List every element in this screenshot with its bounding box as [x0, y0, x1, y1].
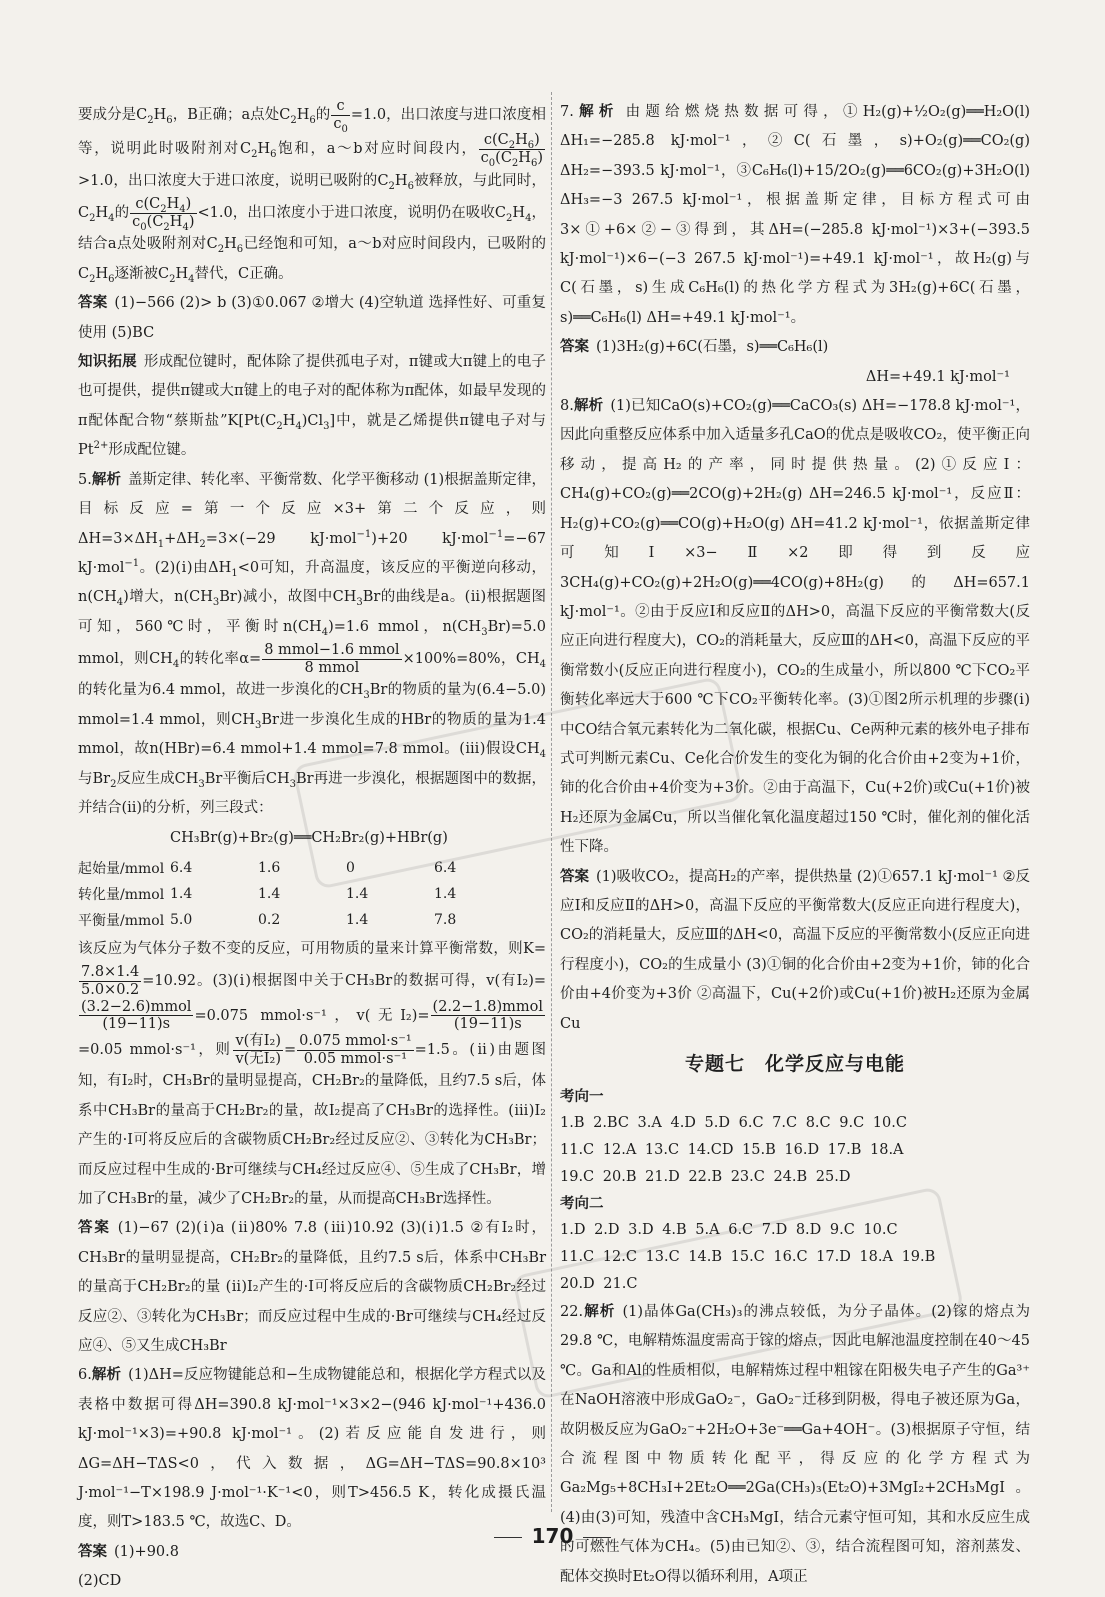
chapter-title: 专题七 化学反应与电能 — [684, 1053, 905, 1075]
left-column — [78, 98, 546, 1597]
fraction: $\frac{c(C_2H_6)}{c_0(C_2H_6)}$ — [480, 132, 543, 169]
q7-answer-2: ΔH=+49.1 kJ·mol⁻¹ — [865, 368, 1010, 385]
three-stage-table — [78, 855, 522, 933]
three-stage-reaction: CH₃Br(g)+Br₂(g)══CH₂Br₂(g)+HBr(g) — [170, 829, 448, 846]
q6-answer: 答案 (1)+90.8 — [78, 1543, 179, 1560]
table-row: 转化量/mmol 1.4 1.4 1.4 1.4 — [78, 885, 457, 903]
right-column — [560, 98, 1030, 1592]
q7-explanation: 7.解析 由题给燃烧热数据可得，①H₂(g)+½O₂(g)══H₂O(l) ΔH₁=−285.8 kJ·mol⁻¹，②C(石墨，s)+O₂(g)══CO₂(g) ΔH₂=−393.5 kJ·mol⁻¹，③C₆H₆(l)+15/2O₂(g)══6CO₂(g)+3H₂O(l) ΔH₃=−3 267.5 kJ·mol⁻¹，根据盖斯定律，目标方程式可由3×①+6×②−③得到，其ΔH=(−285.8 kJ·mol⁻¹)×3+(−393.5 kJ·mol⁻¹)×6−(−3 267.5 kJ·mol⁻¹)=+49.1 kJ·mol⁻¹，故H₂(g)与C(石墨，s)生成C₆H₆(l)的热化学方程式为3H₂(g)+6C(石墨，s)══C₆H₆(l) ΔH=+49.1 kJ·mol⁻¹。 — [560, 104, 1031, 326]
answer-row: 20.D 21.C — [560, 1276, 638, 1292]
fraction: $\frac{\text{v(有I₂)}}{\text{v(无I₂)}}$ — [235, 1033, 281, 1067]
answer-row: 1.B 2.BC 3.A 4.D 5.D 6.C 7.C 8.C 9.C 10.C — [560, 1115, 907, 1131]
section-heading: 考向二 — [560, 1196, 604, 1212]
q6-explanation: 6.解析 (1)ΔH=反应物键能总和−生成物键能总和，根据化学方程式以及表格中数据可得ΔH=390.8 kJ·mol⁻¹×3×2−(946 kJ·mol⁻¹+436.0 kJ·mol⁻¹×3)=+90.8 kJ·mol⁻¹。(2)若反应能自发进行，则ΔG=ΔH−TΔS<0，代入数据，ΔG=ΔH−TΔS=90.8×10³ J·mol⁻¹−T×198.9 J·mol⁻¹·K⁻¹<0，则T>456.5 K，转化成摄氏温度，则T>183.5 ℃，故选C、D。 — [78, 1367, 547, 1531]
answer-row: 11.C 12.A 13.C 14.CD 15.B 16.D 17.B 18.A — [560, 1142, 904, 1158]
table-row: 起始量/mmol 6.4 1.6 0 6.4 — [78, 859, 457, 877]
answer-row: 19.C 20.B 21.D 22.B 23.C 24.B 25.D — [560, 1169, 851, 1185]
fraction: $\frac{\text{8 mmol−1.6 mmol}}{\text{8 mmol}}$ — [264, 642, 400, 676]
fraction: $\frac{\text{(2.2−1.8)mmol}}{(19-11)s}$ — [432, 998, 543, 1033]
q8-answer: 答案 (1)吸收CO₂，提高H₂的产率，提供热量 (2)①657.1 kJ·mol⁻¹ ②反应Ⅰ和反应Ⅱ的ΔH>0，高温下反应的平衡常数大(反应正向进行程度大)，CO₂的消耗量大，反应Ⅲ的ΔH<0，高温下反应的平衡常数小(反应正向进行程度小)，CO₂的生成量小 (3)①铜的化合价由+2变为+1价，铈的化合价由+4价变为+3价 ②高温下，Cu(+2价)或Cu(+1价)被H₂还原为金属Cu — [560, 868, 1031, 1032]
q6-answer-2: (2)CD — [78, 1573, 122, 1590]
fraction: $\frac{\text{0.075 mmol·s⁻¹}}{\text{0.05 mmol·s⁻¹}}$ — [299, 1033, 412, 1067]
fraction: $\frac{7.8\times 1.4}{5.0\times 0.2}$ — [81, 964, 140, 998]
fraction: $\frac{c(C_2H_4)}{c_0(C_2H_4)}$ — [132, 196, 195, 233]
answer-row: 1.D 2.D 3.D 4.B 5.A 6.C 7.D 8.D 9.C 10.C — [560, 1222, 898, 1238]
q8-explanation: 8.解析 (1)已知CaO(s)+CO₂(g)══CaCO₃(s) ΔH=−178.8 kJ·mol⁻¹，因此向重整反应体系中加入适量多孔CaO的优点是吸收CO₂，使平衡正向移动，提高H₂的产率，同时提供热量。(2)①反应Ⅰ：CH₄(g)+CO₂(g)══2CO(g)+2H₂(g) ΔH=246.5 kJ·mol⁻¹，反应Ⅱ：H₂(g)+CO₂(g)══CO(g)+H₂O(g) ΔH=41.2 kJ·mol⁻¹，依据盖斯定律可知Ⅰ×3−Ⅱ×2即得到反应3CH₄(g)+CO₂(g)+2H₂O(g)══4CO(g)+8H₂(g)的ΔH=657.1 kJ·mol⁻¹。②由于反应Ⅰ和反应Ⅱ的ΔH>0，高温下反应的平衡常数大(反应正向进行程度大)，CO₂的消耗量大，反应Ⅲ的ΔH<0，高温下反应的平衡常数小(反应正向进行程度小)，CO₂的生成量小，所以800 ℃下CO₂平衡转化率远大于600 ℃下CO₂平衡转化率。(3)①图2所示机理的步骤(ⅰ)中CO结合氧元素转化为二氧化碳，根据Cu、Ce两种元素的核外电子排布式可判断元素Cu、Ce化合价发生的变化为铜的化合价由+2变为+1价，铈的化合价由+4价变为+3价。②由于高温下，Cu(+2价)或Cu(+1价)被H₂还原为金属Cu，所以当催化氧化温度超过150 ℃时，催化剂的催化活性下降。 — [560, 398, 1030, 856]
page-number: 170 — [0, 1524, 1105, 1548]
q5-explanation: 5.解析 盖斯定律、转化率、平衡常数、化学平衡移动 (1)根据盖斯定律，目标反应=第一个反应×3+第二个反应，则$\Delta H=3\times\Delta H_1+\Delta H_2=3\times(-29$ kJ·mol$^{-1}$)+20 kJ·mol$^{-1}$=−67 kJ·mol$^{-1}$。(2)(ⅰ)由$\Delta H_1<0$可知，升高温度，该反应的平衡逆向移动，$n(CH_4)$增大，$n(CH_3Br)$减小，故图中$CH_3Br$的曲线是a。(ⅱ)根据题图可知，560℃时，平衡时$n(CH_4)=1.6$ mmol，$n(CH_3Br)=5.0$ mmol，则$CH_4$的转化率α= $\frac{\text{8 mmol−1.6 mmol}}{\text{8 mmol}}$ ×100%=80%，$CH_4$的转化量为6.4 mmol，故进一步溴化的$CH_3Br$的物质的量为(6.4−5.0) mmol=1.4 mmol，则$CH_3Br$进一步溴化生成的HBr的物质的量为1.4 mmol，故n(HBr)=6.4 mmol+1.4 mmol=7.8 mmol。(ⅲ)假设$CH_4$与$Br_2$反应生成$CH_3Br$平衡后$CH_3Br$再进一步溴化，根据题图中的数据，并结合(ⅱ)的分析，列三段式： — [78, 471, 547, 817]
q4-explanation-continued: 要成分是$C_2H_6$，B正确；a点处$C_2H_6$的 $\frac{c}{c_0}$ =1.0，出口浓度与进口浓度相等，说明此时吸附剂对$C_2H_6$饱和，a～b对应时间段内， $\frac{c(C_2H_6)}{c_0(C_2H_6)}$ >1.0，出口浓度大于进口浓度，说明已吸附的$C_2H_6$被释放，与此同时，$C_2H_4$的 $\frac{c(C_2H_4)}{c_0(C_2H_4)}$ <1.0，出口浓度小于进口浓度，说明仍在吸收$C_2H_4$，结合a点处吸附剂对$C_2H_6$已经饱和可知，a～b对应时间段内，已吸附的$C_2H_6$逐渐被$C_2H_4$替代，C正确。 — [78, 98, 547, 285]
q7-answer: 答案 (1)3H₂(g)+6C(石墨，s)══C₆H₆(l) — [560, 339, 829, 356]
section-heading: 考向一 — [560, 1089, 604, 1105]
q5-answer: 答案 (1)−67 (2)(ⅰ)a (ⅱ)80% 7.8 (ⅲ)10.92 (3)(ⅰ)1.5 ②有I₂时，CH₃Br的量明显提高，CH₂Br₂的量降低，且约7.5 s后，体系中CH₃Br的量高于CH₂Br₂的量 (ⅱ)I₂产生的·I可将反应后的含碳物质CH₂Br₂经过反应②、③转化为CH₃Br；而反应过程中生成的·Br可继续与CH₄经过反应④、⑤又生成CH₃Br — [78, 1220, 547, 1354]
answer-row: 11.C 12.C 13.C 14.B 15.C 16.C 17.D 18.A 19.B — [560, 1249, 936, 1265]
table-row: 平衡量/mmol 5.0 0.2 1.4 7.8 — [78, 911, 457, 929]
fraction: $\frac{\text{(3.2−2.6)mmol}}{(19-11)s}$ — [81, 998, 192, 1033]
q4-answer: 答案 (1)−566 (2)> b (3)①0.067 ②增大 (4)空轨道 选择性好、可重复使用 (5)BC — [78, 295, 547, 341]
knowledge-extension: 知识拓展 形成配位键时，配体除了提供孤电子对，π键或大π键上的电子也可提供，提供π键或大π键上的电子对的配体称为π配体，如最早发现的π配体配合物“蔡斯盐$”K[Pt(C_2H_4)Cl_3]$中，就是乙烯提供π键电子对与$Pt^{2+}$形成配位键。 — [78, 354, 547, 459]
q22-explanation: 22.解析 (1)晶体Ga(CH₃)₃的沸点较低，为分子晶体。(2)镓的熔点为29.8 ℃，电解精炼温度需高于镓的熔点，因此电解池温度控制在40～45 ℃。Ga和Al的性质相似，电解精炼过程中粗镓在阳极失电子产生的Ga³⁺在NaOH溶液中形成GaO₂⁻，GaO₂⁻迁移到阴极，得电子被还原为Ga，故阴极反应为GaO₂⁻+2H₂O+3e⁻══Ga+4OH⁻。(3)根据原子守恒，结合流程图中物质转化配平，得反应的化学方程式为Ga₂Mg₅+8CH₃I+2Et₂O══2Ga(CH₃)₃(Et₂O)+3MgI₂+2CH₃MgI。(4)由(3)可知，残渣中含CH₃MgI，结合元素守恒可知，其和水反应生成的可燃性气体为CH₄。(5)由已知②、③，结合流程图可知，溶剂蒸发、配体交换时Et₂O得以循环利用，A项正 — [560, 1304, 1031, 1585]
fraction: $\frac{c}{c_0}$ — [333, 98, 348, 135]
q5-explanation-continued: 该反应为气体分子数不变的反应，可用物质的量来计算平衡常数，则K= $\frac{7.8\times 1.4}{5.0\times 0.2}$ =10.92。(3)(ⅰ)根据图中关于CH₃Br的数据可得，v(有I₂)= $\frac{\text{(3.2−2.6)mmol}}{(19-11)s}$ =0.075 mmol·s⁻¹，v(无I₂)= $\frac{\text{(2.2−1.8)mmol}}{(19-11)s}$ =0.05 mmol·s⁻¹，则 $\frac{\text{v(有I₂)}}{\text{v(无I₂)}}$ = $\frac{\text{0.075 mmol·s⁻¹}}{\text{0.05 mmol·s⁻¹}}$ =1.5。(ⅱ)由题图知，有I₂时，CH₃Br的量明显提高，CH₂Br₂的量降低，且约7.5 s后，体系中CH₃Br的量高于CH₂Br₂的量，故I₂提高了CH₃Br的选择性。(ⅲ)I₂产生的·I可将反应后的含碳物质CH₂Br₂经过反应②、③转化为CH₃Br；而反应过程中生成的·Br可继续与CH₄经过反应④、⑤生成了CH₃Br，增加了CH₃Br的量，减少了CH₂Br₂的量，从而提高CH₃Br选择性。 — [78, 940, 546, 1207]
